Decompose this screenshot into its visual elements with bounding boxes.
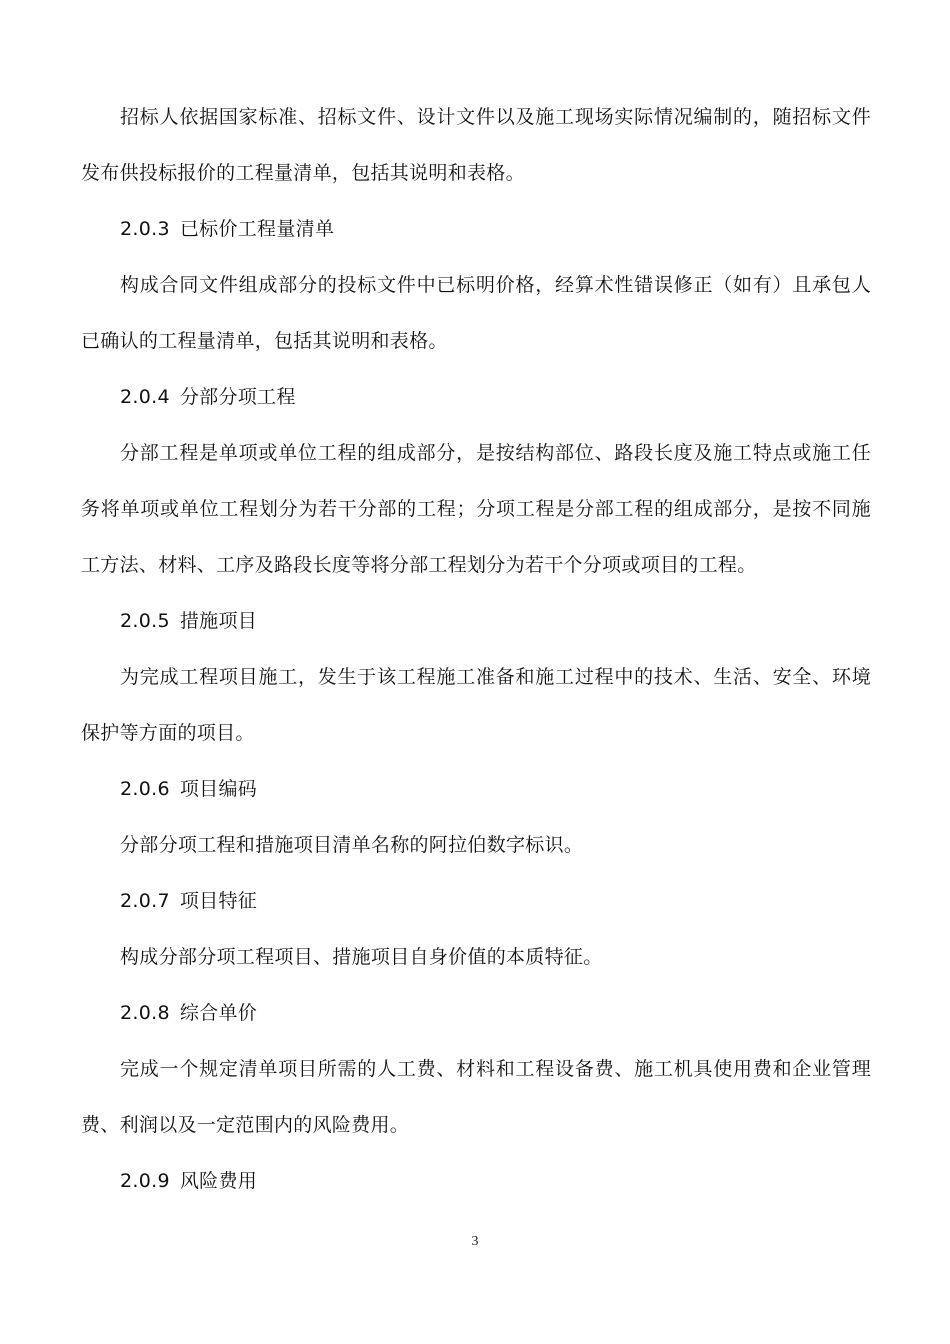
section-title: 综合单价 <box>179 1002 258 1024</box>
section-number: 2.0.3 <box>120 218 170 240</box>
paragraph: 构成合同文件组成部分的投标文件中已标明价格，经算术性错误修正（如有）且承包人已确认的工程量清单，包括其说明和表格。 <box>81 274 871 352</box>
document-body <box>81 89 871 1209</box>
section-number: 2.0.9 <box>120 1170 170 1192</box>
section-number: 2.0.6 <box>120 778 170 800</box>
section-heading-2-0-9 <box>81 1153 871 1209</box>
section-title: 已标价工程量清单 <box>179 218 335 240</box>
paragraph: 完成一个规定清单项目所需的人工费、材料和工程设备费、施工机具使用费和企业管理费、利润以及一定范围内的风险费用。 <box>81 1058 871 1136</box>
section-number: 2.0.7 <box>120 890 170 912</box>
section-heading-2-0-3 <box>81 201 871 257</box>
section-heading-2-0-8 <box>81 985 871 1041</box>
page-number: 3 <box>471 1234 479 1249</box>
paragraph: 构成分部分项工程项目、措施项目自身价值的本质特征。 <box>120 946 603 968</box>
paragraph: 分部分项工程和措施项目清单名称的阿拉伯数字标识。 <box>120 834 584 856</box>
section-title: 分部分项工程 <box>179 386 296 408</box>
section-number: 2.0.5 <box>120 610 170 632</box>
paragraph: 分部工程是单项或单位工程的组成部分，是按结构部位、路段长度及施工特点或施工任务将单项或单位工程划分为若干分部的工程；分项工程是分部工程的组成部分，是按不同施工方法、材料、工序及路段长度等将分部工程划分为若干个分项或项目的工程。 <box>81 442 871 576</box>
section-title: 风险费用 <box>179 1170 258 1192</box>
section-number: 2.0.4 <box>120 386 170 408</box>
section-heading-2-0-6 <box>81 761 871 817</box>
section-title: 措施项目 <box>179 610 258 632</box>
paragraph: 招标人依据国家标准、招标文件、设计文件以及施工现场实际情况编制的，随招标文件发布供投标报价的工程量清单，包括其说明和表格。 <box>81 106 871 184</box>
paragraph: 为完成工程项目施工，发生于该工程施工准备和施工过程中的技术、生活、安全、环境保护等方面的项目。 <box>81 666 871 744</box>
section-title: 项目编码 <box>179 778 258 800</box>
section-title: 项目特征 <box>179 890 258 912</box>
section-heading-2-0-4 <box>81 369 871 425</box>
section-number: 2.0.8 <box>120 1002 170 1024</box>
section-heading-2-0-5 <box>81 593 871 649</box>
section-heading-2-0-7 <box>81 873 871 929</box>
